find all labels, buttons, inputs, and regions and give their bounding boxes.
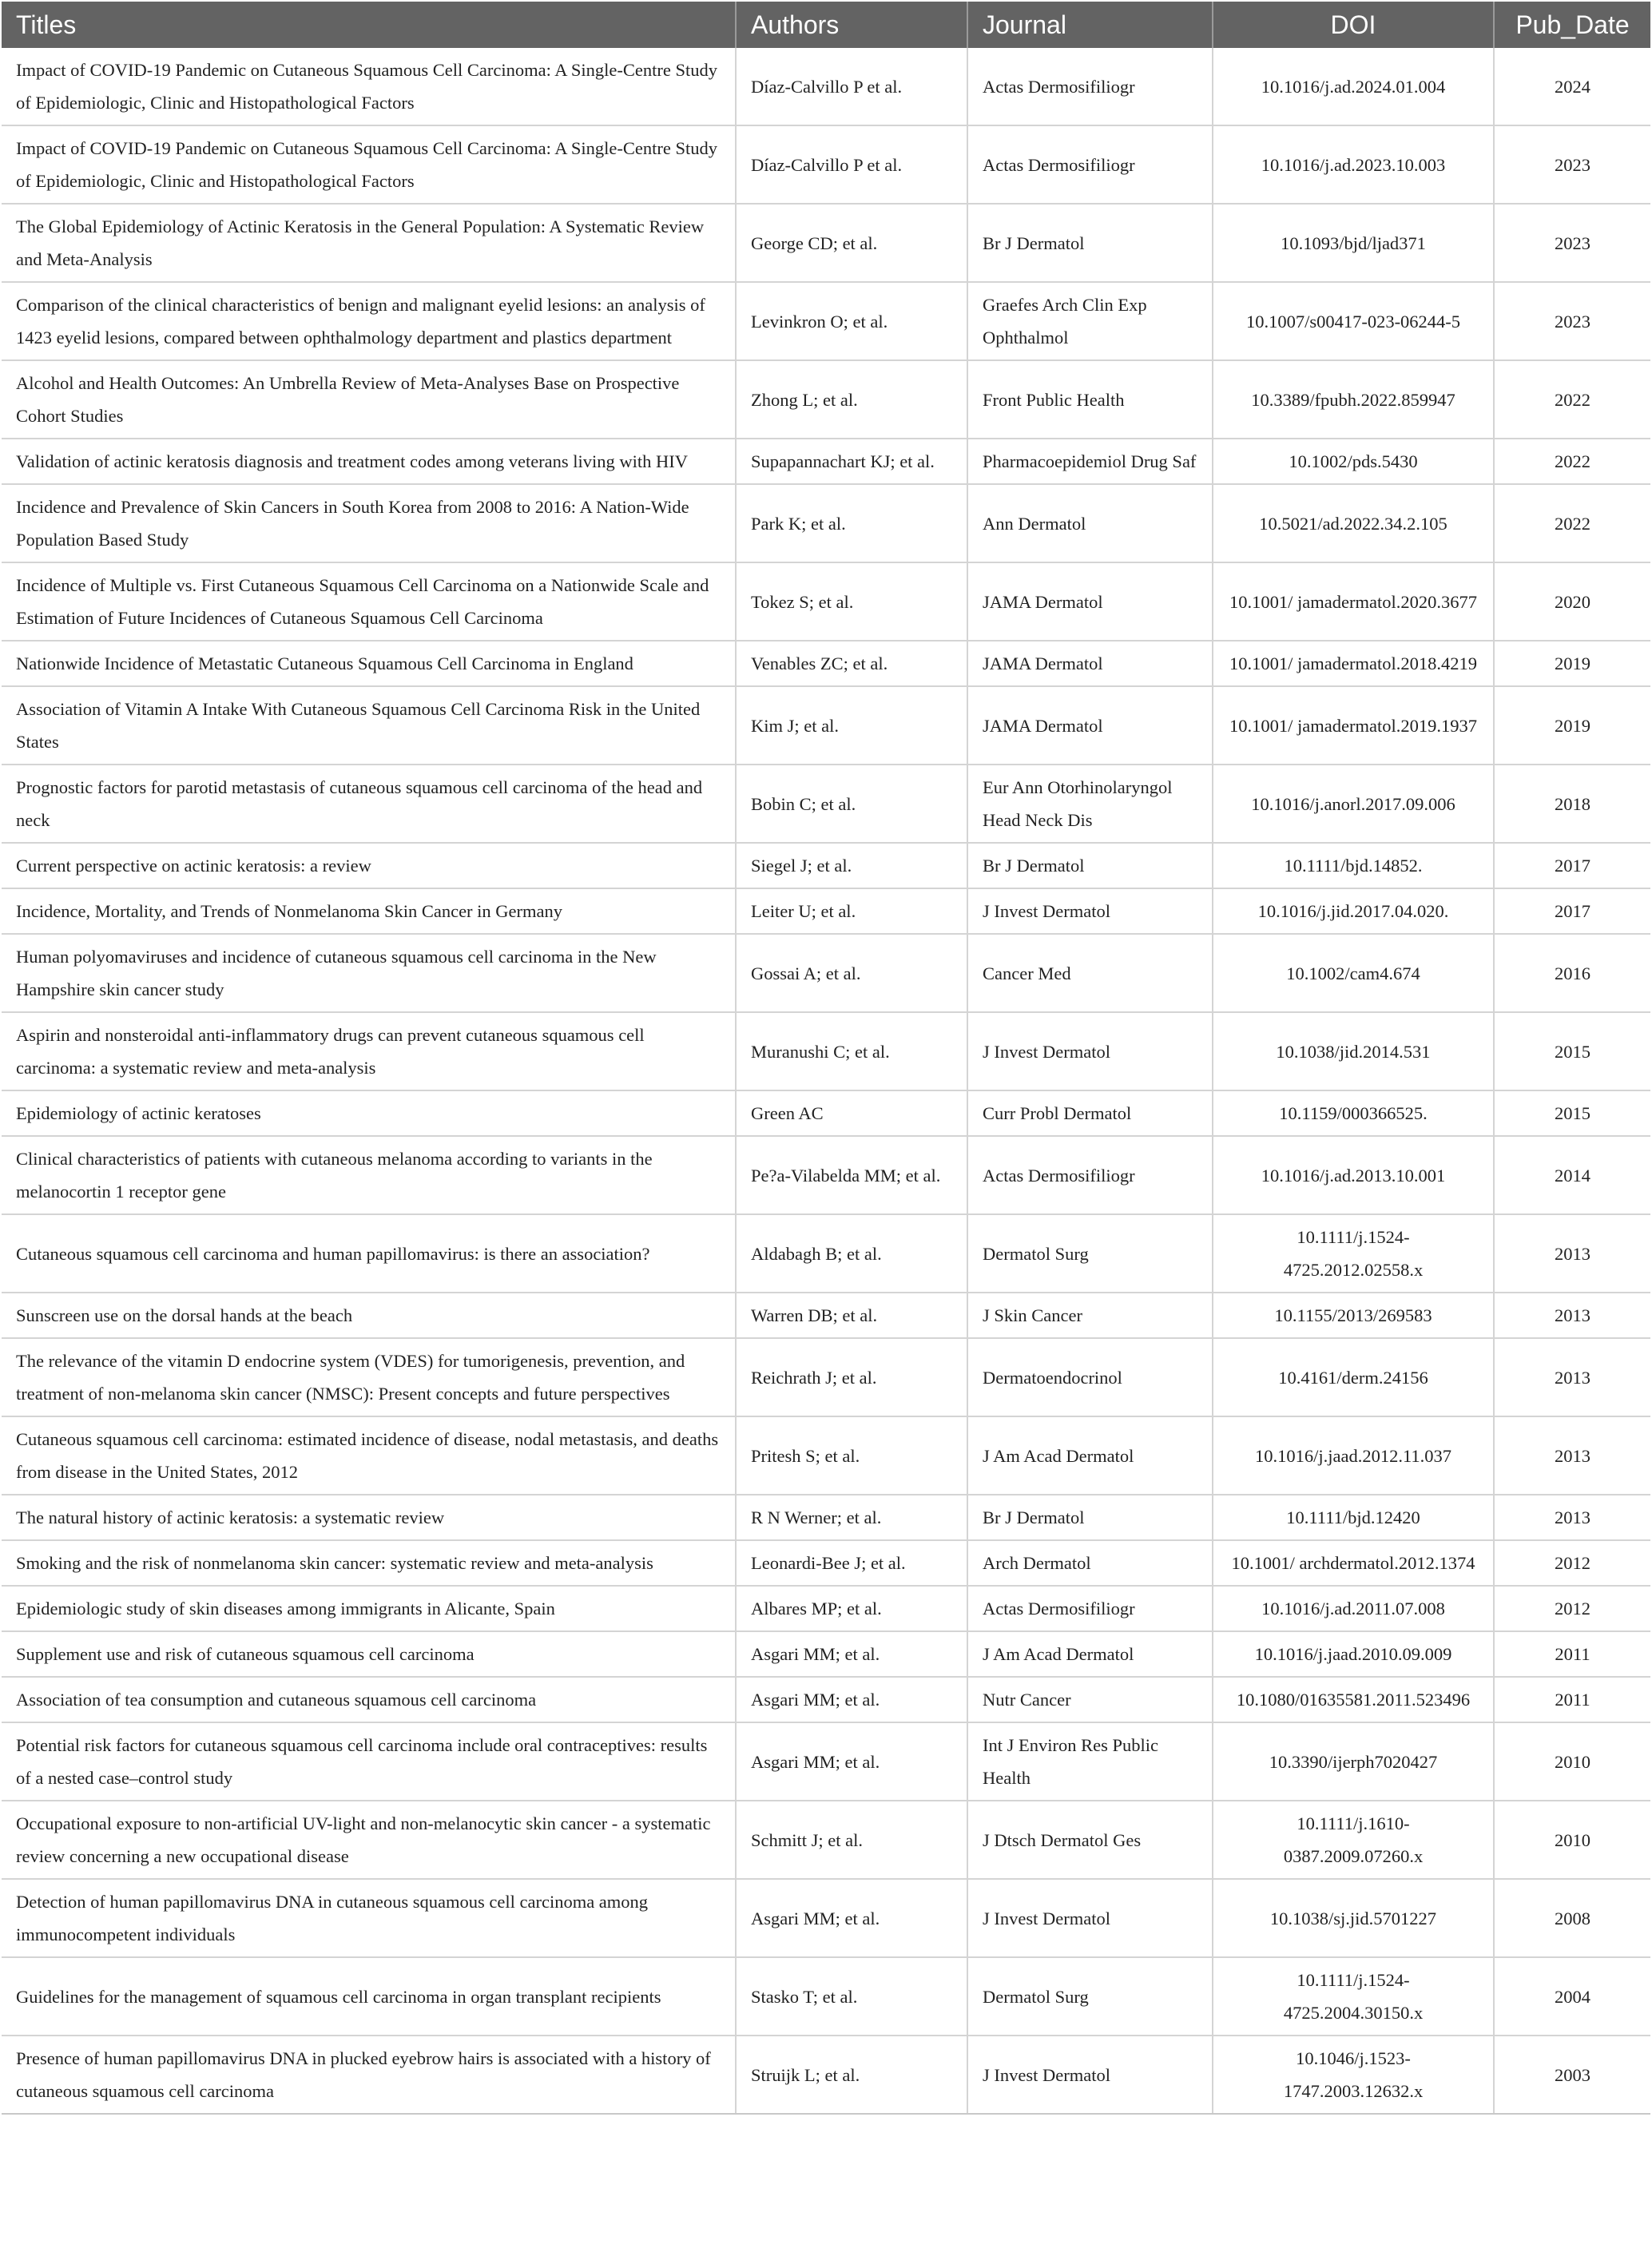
cell-title: Epidemiologic study of skin diseases among immigrants in Alicante, Spain [2, 1586, 736, 1631]
cell-title: Alcohol and Health Outcomes: An Umbrella Review of Meta-Analyses Base on Prospective Cohort Studies [2, 360, 736, 439]
cell-pub-date: 2004 [1494, 1957, 1650, 2036]
cell-authors: Reichrath J; et al. [736, 1338, 967, 1416]
cell-authors: Schmitt J; et al. [736, 1801, 967, 1879]
cell-journal: J Invest Dermatol [967, 1879, 1213, 1957]
cell-doi: 10.1001/ jamadermatol.2019.1937 [1213, 686, 1494, 765]
cell-journal: Actas Dermosifiliogr [967, 1586, 1213, 1631]
cell-pub-date: 2013 [1494, 1416, 1650, 1495]
cell-doi: 10.1016/j.jaad.2012.11.037 [1213, 1416, 1494, 1495]
cell-authors: R N Werner; et al. [736, 1495, 967, 1540]
cell-title: Incidence, Mortality, and Trends of Nonmelanoma Skin Cancer in Germany [2, 888, 736, 934]
cell-doi: 10.1038/jid.2014.531 [1213, 1012, 1494, 1090]
cell-journal: Actas Dermosifiliogr [967, 125, 1213, 204]
cell-title: The relevance of the vitamin D endocrine system (VDES) for tumorigenesis, prevention, and treatment of non-melanoma skin cancer (NMSC): Present concepts and future perspectives [2, 1338, 736, 1416]
cell-pub-date: 2016 [1494, 934, 1650, 1012]
cell-pub-date: 2010 [1494, 1722, 1650, 1801]
cell-authors: Aldabagh B; et al. [736, 1214, 967, 1293]
table-row [2, 765, 1650, 843]
cell-journal: Br J Dermatol [967, 204, 1213, 282]
cell-doi: 10.1093/bjd/ljad371 [1213, 204, 1494, 282]
cell-journal: J Invest Dermatol [967, 2036, 1213, 2114]
table-body [2, 48, 1650, 2114]
cell-pub-date: 2022 [1494, 484, 1650, 562]
cell-pub-date: 2023 [1494, 204, 1650, 282]
cell-authors: Levinkron O; et al. [736, 282, 967, 360]
cell-pub-date: 2011 [1494, 1677, 1650, 1722]
cell-authors: Leiter U; et al. [736, 888, 967, 934]
literature-table-container [2, 2, 1650, 2115]
cell-title: Prognostic factors for parotid metastasis of cutaneous squamous cell carcinoma of the head and neck [2, 765, 736, 843]
cell-doi: 10.1001/ archdermatol.2012.1374 [1213, 1540, 1494, 1586]
cell-title: Association of Vitamin A Intake With Cutaneous Squamous Cell Carcinoma Risk in the United States [2, 686, 736, 765]
table-row [2, 1540, 1650, 1586]
cell-title: Sunscreen use on the dorsal hands at the beach [2, 1293, 736, 1338]
cell-title: Human polyomaviruses and incidence of cutaneous squamous cell carcinoma in the New Hampshire skin cancer study [2, 934, 736, 1012]
cell-journal: J Skin Cancer [967, 1293, 1213, 1338]
cell-doi: 10.1002/cam4.674 [1213, 934, 1494, 1012]
cell-authors: Muranushi C; et al. [736, 1012, 967, 1090]
header-authors: Authors [736, 2, 967, 48]
cell-title: Occupational exposure to non-artificial UV-light and non-melanocytic skin cancer - a systematic review concerning a new occupational disease [2, 1801, 736, 1879]
table-row [2, 1090, 1650, 1136]
cell-title: Smoking and the risk of nonmelanoma skin cancer: systematic review and meta-analysis [2, 1540, 736, 1586]
cell-title: Incidence of Multiple vs. First Cutaneous Squamous Cell Carcinoma on a Nationwide Scale and Estimation of Future Incidences of Cutaneous Squamous Cell Carcinoma [2, 562, 736, 641]
cell-pub-date: 2012 [1494, 1540, 1650, 1586]
cell-title: Impact of COVID-19 Pandemic on Cutaneous Squamous Cell Carcinoma: A Single-Centre Study of Epidemiologic, Clinic and Histopathological Factors [2, 125, 736, 204]
table-row [2, 1677, 1650, 1722]
cell-pub-date: 2017 [1494, 843, 1650, 888]
cell-title: Impact of COVID-19 Pandemic on Cutaneous Squamous Cell Carcinoma: A Single-Centre Study of Epidemiologic, Clinic and Histopathological Factors [2, 48, 736, 125]
cell-pub-date: 2017 [1494, 888, 1650, 934]
cell-authors: Stasko T; et al. [736, 1957, 967, 2036]
cell-doi: 10.1080/01635581.2011.523496 [1213, 1677, 1494, 1722]
cell-journal: Front Public Health [967, 360, 1213, 439]
cell-journal: J Dtsch Dermatol Ges [967, 1801, 1213, 1879]
cell-doi: 10.1016/j.anorl.2017.09.006 [1213, 765, 1494, 843]
cell-pub-date: 2019 [1494, 641, 1650, 686]
cell-pub-date: 2022 [1494, 360, 1650, 439]
cell-authors: Asgari MM; et al. [736, 1631, 967, 1677]
cell-pub-date: 2015 [1494, 1012, 1650, 1090]
cell-pub-date: 2010 [1494, 1801, 1650, 1879]
cell-doi: 10.1007/s00417-023-06244-5 [1213, 282, 1494, 360]
cell-authors: Zhong L; et al. [736, 360, 967, 439]
cell-doi: 10.1046/j.1523-1747.2003.12632.x [1213, 2036, 1494, 2114]
table-row [2, 484, 1650, 562]
cell-doi: 10.3389/fpubh.2022.859947 [1213, 360, 1494, 439]
cell-pub-date: 2014 [1494, 1136, 1650, 1214]
literature-table [2, 2, 1650, 2115]
cell-pub-date: 2011 [1494, 1631, 1650, 1677]
cell-doi: 10.3390/ijerph7020427 [1213, 1722, 1494, 1801]
cell-journal: Br J Dermatol [967, 843, 1213, 888]
cell-authors: Asgari MM; et al. [736, 1677, 967, 1722]
header-titles: Titles [2, 2, 736, 48]
cell-title: Comparison of the clinical characteristics of benign and malignant eyelid lesions: an analysis of 1423 eyelid lesions, compared between ophthalmology department and plastics department [2, 282, 736, 360]
cell-authors: Bobin C; et al. [736, 765, 967, 843]
cell-journal: Cancer Med [967, 934, 1213, 1012]
cell-title: Detection of human papillomavirus DNA in cutaneous squamous cell carcinoma among immunocompetent individuals [2, 1879, 736, 1957]
table-row [2, 1338, 1650, 1416]
cell-title: Association of tea consumption and cutaneous squamous cell carcinoma [2, 1677, 736, 1722]
cell-title: Cutaneous squamous cell carcinoma and human papillomavirus: is there an association? [2, 1214, 736, 1293]
table-row [2, 125, 1650, 204]
cell-pub-date: 2018 [1494, 765, 1650, 843]
cell-title: Nationwide Incidence of Metastatic Cutaneous Squamous Cell Carcinoma in England [2, 641, 736, 686]
cell-journal: Actas Dermosifiliogr [967, 48, 1213, 125]
cell-doi: 10.1111/j.1610-0387.2009.07260.x [1213, 1801, 1494, 1879]
cell-title: Incidence and Prevalence of Skin Cancers in South Korea from 2008 to 2016: A Nation-Wide Population Based Study [2, 484, 736, 562]
cell-doi: 10.1001/ jamadermatol.2018.4219 [1213, 641, 1494, 686]
cell-journal: JAMA Dermatol [967, 562, 1213, 641]
cell-doi: 10.1002/pds.5430 [1213, 439, 1494, 484]
header-journal: Journal [967, 2, 1213, 48]
cell-authors: Pritesh S; et al. [736, 1416, 967, 1495]
table-row [2, 562, 1650, 641]
table-row [2, 1801, 1650, 1879]
cell-journal: J Invest Dermatol [967, 888, 1213, 934]
table-row [2, 2036, 1650, 2114]
cell-authors: Warren DB; et al. [736, 1293, 967, 1338]
cell-authors: Park K; et al. [736, 484, 967, 562]
cell-journal: Ann Dermatol [967, 484, 1213, 562]
table-row [2, 888, 1650, 934]
table-row [2, 1957, 1650, 2036]
table-row [2, 1012, 1650, 1090]
cell-title: Epidemiology of actinic keratoses [2, 1090, 736, 1136]
table-row [2, 1722, 1650, 1801]
cell-journal: Dermatol Surg [967, 1957, 1213, 2036]
table-row [2, 1416, 1650, 1495]
cell-authors: Supapannachart KJ; et al. [736, 439, 967, 484]
cell-journal: Nutr Cancer [967, 1677, 1213, 1722]
cell-authors: Siegel J; et al. [736, 843, 967, 888]
cell-journal: Br J Dermatol [967, 1495, 1213, 1540]
cell-journal: Graefes Arch Clin Exp Ophthalmol [967, 282, 1213, 360]
cell-pub-date: 2008 [1494, 1879, 1650, 1957]
cell-journal: Actas Dermosifiliogr [967, 1136, 1213, 1214]
cell-title: Cutaneous squamous cell carcinoma: estimated incidence of disease, nodal metastasis, and deaths from disease in the United States, 2012 [2, 1416, 736, 1495]
cell-pub-date: 2023 [1494, 282, 1650, 360]
cell-doi: 10.1016/j.ad.2024.01.004 [1213, 48, 1494, 125]
cell-authors: Asgari MM; et al. [736, 1722, 967, 1801]
cell-pub-date: 2013 [1494, 1293, 1650, 1338]
cell-pub-date: 2020 [1494, 562, 1650, 641]
cell-journal: J Am Acad Dermatol [967, 1416, 1213, 1495]
cell-doi: 10.1159/000366525. [1213, 1090, 1494, 1136]
table-row [2, 282, 1650, 360]
table-row [2, 1879, 1650, 1957]
cell-journal: Int J Environ Res Public Health [967, 1722, 1213, 1801]
cell-doi: 10.1016/j.ad.2023.10.003 [1213, 125, 1494, 204]
table-row [2, 204, 1650, 282]
cell-title: Aspirin and nonsteroidal anti-inflammatory drugs can prevent cutaneous squamous cell carcinoma: a systematic review and meta-analysis [2, 1012, 736, 1090]
cell-doi: 10.1111/j.1524-4725.2012.02558.x [1213, 1214, 1494, 1293]
cell-journal: JAMA Dermatol [967, 641, 1213, 686]
cell-pub-date: 2015 [1494, 1090, 1650, 1136]
table-row [2, 48, 1650, 125]
cell-authors: Leonardi-Bee J; et al. [736, 1540, 967, 1586]
cell-doi: 10.1111/bjd.12420 [1213, 1495, 1494, 1540]
cell-authors: Green AC [736, 1090, 967, 1136]
cell-pub-date: 2022 [1494, 439, 1650, 484]
table-row [2, 1293, 1650, 1338]
cell-authors: Struijk L; et al. [736, 2036, 967, 2114]
cell-title: Presence of human papillomavirus DNA in plucked eyebrow hairs is associated with a history of cutaneous squamous cell carcinoma [2, 2036, 736, 2114]
cell-title: Current perspective on actinic keratosis: a review [2, 843, 736, 888]
table-row [2, 641, 1650, 686]
cell-doi: 10.1016/j.jaad.2010.09.009 [1213, 1631, 1494, 1677]
table-row [2, 686, 1650, 765]
cell-doi: 10.1001/ jamadermatol.2020.3677 [1213, 562, 1494, 641]
cell-authors: George CD; et al. [736, 204, 967, 282]
cell-title: Validation of actinic keratosis diagnosis and treatment codes among veterans living with HIV [2, 439, 736, 484]
cell-pub-date: 2012 [1494, 1586, 1650, 1631]
cell-title: The Global Epidemiology of Actinic Keratosis in the General Population: A Systematic Review and Meta-Analysis [2, 204, 736, 282]
cell-journal: JAMA Dermatol [967, 686, 1213, 765]
table-row [2, 1495, 1650, 1540]
cell-journal: Arch Dermatol [967, 1540, 1213, 1586]
header-doi: DOI [1213, 2, 1494, 48]
cell-doi: 10.1155/2013/269583 [1213, 1293, 1494, 1338]
cell-doi: 10.1038/sj.jid.5701227 [1213, 1879, 1494, 1957]
cell-journal: Dermatoendocrinol [967, 1338, 1213, 1416]
cell-title: The natural history of actinic keratosis: a systematic review [2, 1495, 736, 1540]
cell-authors: Díaz-Calvillo P et al. [736, 125, 967, 204]
cell-journal: Dermatol Surg [967, 1214, 1213, 1293]
cell-title: Supplement use and risk of cutaneous squamous cell carcinoma [2, 1631, 736, 1677]
cell-title: Clinical characteristics of patients with cutaneous melanoma according to variants in the melanocortin 1 receptor gene [2, 1136, 736, 1214]
cell-pub-date: 2019 [1494, 686, 1650, 765]
table-row [2, 934, 1650, 1012]
cell-doi: 10.1016/j.jid.2017.04.020. [1213, 888, 1494, 934]
cell-doi: 10.1111/bjd.14852. [1213, 843, 1494, 888]
header-pub-date: Pub_Date [1494, 2, 1650, 48]
cell-doi: 10.1016/j.ad.2013.10.001 [1213, 1136, 1494, 1214]
cell-authors: Albares MP; et al. [736, 1586, 967, 1631]
cell-authors: Asgari MM; et al. [736, 1879, 967, 1957]
cell-pub-date: 2013 [1494, 1338, 1650, 1416]
table-row [2, 439, 1650, 484]
cell-pub-date: 2024 [1494, 48, 1650, 125]
table-row [2, 1214, 1650, 1293]
table-row [2, 1586, 1650, 1631]
cell-title: Potential risk factors for cutaneous squamous cell carcinoma include oral contraceptives: results of a nested case–control study [2, 1722, 736, 1801]
cell-pub-date: 2013 [1494, 1214, 1650, 1293]
table-header [2, 2, 1650, 48]
cell-journal: J Invest Dermatol [967, 1012, 1213, 1090]
table-row [2, 1631, 1650, 1677]
cell-journal: Eur Ann Otorhinolaryngol Head Neck Dis [967, 765, 1213, 843]
cell-journal: Curr Probl Dermatol [967, 1090, 1213, 1136]
cell-doi: 10.1016/j.ad.2011.07.008 [1213, 1586, 1494, 1631]
cell-journal: Pharmacoepidemiol Drug Saf [967, 439, 1213, 484]
cell-pub-date: 2003 [1494, 2036, 1650, 2114]
cell-authors: Pe?a-Vilabelda MM; et al. [736, 1136, 967, 1214]
table-row [2, 1136, 1650, 1214]
cell-authors: Venables ZC; et al. [736, 641, 967, 686]
cell-authors: Kim J; et al. [736, 686, 967, 765]
cell-authors: Tokez S; et al. [736, 562, 967, 641]
table-row [2, 843, 1650, 888]
cell-journal: J Am Acad Dermatol [967, 1631, 1213, 1677]
cell-pub-date: 2023 [1494, 125, 1650, 204]
cell-authors: Díaz-Calvillo P et al. [736, 48, 967, 125]
cell-doi: 10.4161/derm.24156 [1213, 1338, 1494, 1416]
cell-title: Guidelines for the management of squamous cell carcinoma in organ transplant recipients [2, 1957, 736, 2036]
header-row [2, 2, 1650, 48]
cell-authors: Gossai A; et al. [736, 934, 967, 1012]
table-row [2, 360, 1650, 439]
cell-pub-date: 2013 [1494, 1495, 1650, 1540]
cell-doi: 10.5021/ad.2022.34.2.105 [1213, 484, 1494, 562]
cell-doi: 10.1111/j.1524-4725.2004.30150.x [1213, 1957, 1494, 2036]
